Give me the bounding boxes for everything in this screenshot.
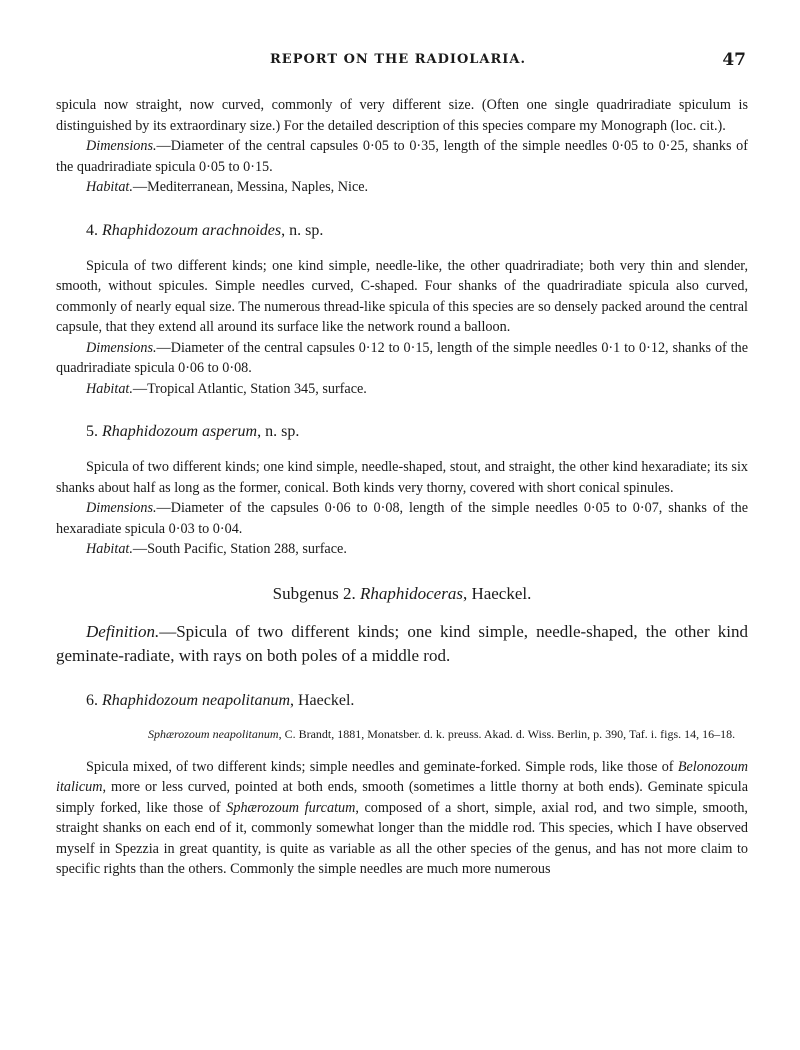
desc-part: Spicula mixed, of two different kinds; simple needles and geminate-forked. Simple rods, like those of (86, 758, 678, 775)
species-name: Rhaphidozoum neapolitanum (102, 691, 290, 709)
dimensions-label: Dimensions. (86, 339, 157, 356)
species-5-description: Spicula of two different kinds; one kind simple, needle-shaped, stout, and straight, the other kind hexaradiate; its six shanks about half as long as the former, conical. Both kinds very thorny, covered with short conical spinules. (56, 459, 748, 496)
continued-paragraph: spicula now straight, now curved, commonly of very different size. (Often one single quadriradiate spiculum is distinguished by its extraordinary size.) For the detailed description of this species compare my Monograph (loc. cit.). (56, 97, 748, 134)
page-header (0, 52, 800, 76)
species-suffix: , Haeckel. (290, 691, 355, 709)
spacer (56, 443, 748, 457)
sp4-habitat (56, 379, 748, 400)
dimensions-text: —Diameter of the central capsules 0·12 to 0·15, length of the simple needles 0·1 to 0·12, shanks of the quadriradiate spicula 0·06 to 0·08. (56, 339, 748, 376)
habitat-label: Habitat. (86, 541, 133, 557)
species-5-heading (56, 421, 748, 443)
species-number: 5. (86, 423, 98, 440)
subgenus-name: Rhaphidoceras (360, 583, 463, 603)
spacer (56, 560, 748, 582)
habitat-label: Habitat. (86, 179, 133, 195)
citation-name: Sphærozoum neapolitanum (148, 726, 279, 741)
species-6-description (56, 757, 748, 880)
page-number: 47 (722, 50, 746, 70)
habitat-text: —South Pacific, Station 288, surface. (132, 541, 347, 557)
species-suffix: , n. sp. (257, 423, 300, 440)
spacer (56, 242, 748, 256)
spacer (56, 743, 748, 757)
habitat-text: —Mediterranean, Messina, Naples, Nice. (132, 179, 369, 195)
sp5-dimensions (56, 498, 748, 539)
subgenus-definition (56, 620, 748, 668)
definition-text: —Spicula of two different kinds; one kind simple, needle-shaped, the other kind geminate-radiate, with rays on both poles of a middle rod. (56, 621, 748, 665)
reference-name: Belonozoum italicum (56, 758, 748, 795)
habitat-text: —Tropical Atlantic, Station 345, surface. (132, 380, 367, 397)
desc-part: , composed of a short, simple, axial rod, and two simple, smooth, straight shanks on each end of it, commonly somewhat longer than the middle rod. This species, which I have observed myself in Spezzia in great quantity, is quite as variable as all the other species of the genus, and has not more claim to specific rights than the others. Commonly the simple needles are much more numerous (56, 799, 748, 877)
subgenus-heading (56, 582, 748, 606)
subgenus-suffix: , Haeckel. (462, 583, 532, 603)
sp3-habitat (56, 177, 748, 198)
synonym-citation (56, 726, 748, 743)
sp5-habitat (56, 539, 748, 560)
spacer (56, 606, 748, 620)
species-4-heading (56, 220, 748, 242)
definition-label: Definition. (86, 621, 160, 641)
spacer (56, 712, 748, 726)
species-suffix: , n. sp. (281, 221, 324, 239)
page-body (56, 95, 748, 880)
spacer (56, 399, 748, 421)
species-name: Rhaphidozoum arachnoides (102, 221, 282, 239)
reference-name: Sphærozoum furcatum (226, 799, 356, 816)
subgenus-prefix: Subgenus 2. (272, 583, 360, 603)
species-4-description: Spicula of two different kinds; one kind simple, needle-like, the other quadriradiate; both very thin and slender, smooth, without spicules. Simple needles curved, C-shaped. Four shanks of the quadriradiate spicula also curved, commonly of nearly equal size. The numerous thread-like spicula of this species are so densely packed around the central capsule, that they extend all around its surface like the network round a balloon. (56, 257, 748, 335)
species-6-heading (56, 690, 748, 712)
dimensions-label: Dimensions. (86, 138, 157, 154)
dimensions-text: —Diameter of the capsules 0·06 to 0·08, length of the simple needles 0·05 to 0·07, shanks of the hexaradiate spicula 0·03 to 0·04. (56, 500, 748, 537)
species-name: Rhaphidozoum asperum (102, 423, 258, 440)
sp4-dimensions (56, 338, 748, 379)
desc-part: , more or less curved, pointed at both ends, smooth (sometimes a little thorny at both ends). Geminate spicula simply forked, like those of (56, 779, 748, 816)
spacer (56, 198, 748, 220)
dimensions-text: —Diameter of the central capsules 0·05 to 0·35, length of the simple needles 0·05 to 0·25, shanks of the quadriradiate spicula 0·05 to 0·15. (56, 138, 748, 175)
dimensions-label: Dimensions. (86, 500, 157, 516)
species-number: 4. (86, 221, 98, 239)
running-head: REPORT ON THE RADIOLARIA. (270, 52, 527, 67)
citation-text: , C. Brandt, 1881, Monatsber. d. k. preuss. Akad. d. Wiss. Berlin, p. 390, Taf. i. figs. 14, 16–18. (278, 726, 736, 741)
habitat-label: Habitat. (86, 380, 133, 397)
species-number: 6. (86, 691, 98, 709)
spacer (56, 668, 748, 690)
sp3-dimensions (56, 136, 748, 177)
